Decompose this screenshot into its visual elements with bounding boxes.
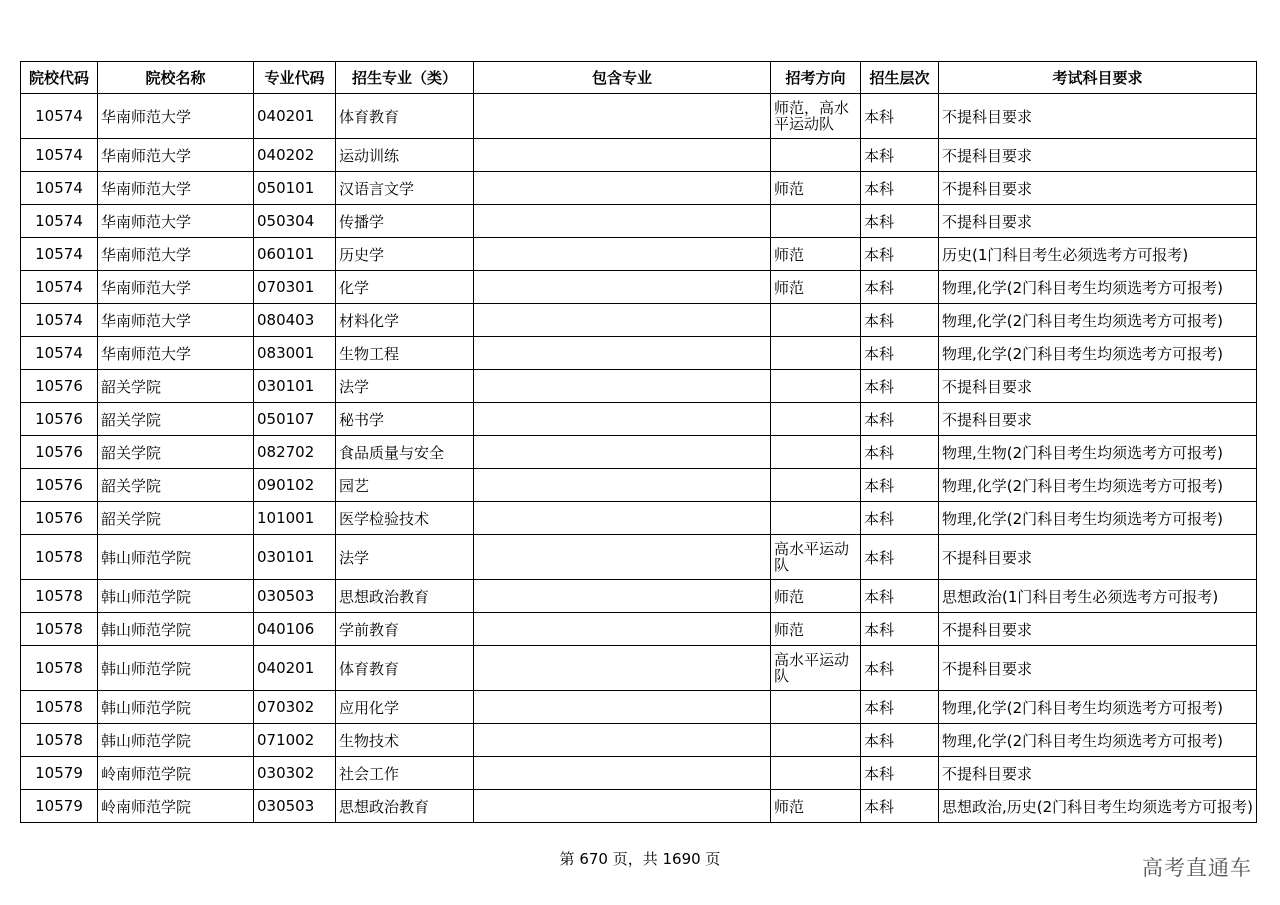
cell-school-name: 华南师范大学 xyxy=(98,205,254,238)
cell-school-name: 韩山师范学院 xyxy=(98,580,254,613)
cell-level: 本科 xyxy=(861,757,939,790)
cell-level: 本科 xyxy=(861,304,939,337)
cell-direction xyxy=(771,205,861,238)
cell-level: 本科 xyxy=(861,271,939,304)
cell-subject-requirement: 物理,化学(2门科目考生均须选考方可报考) xyxy=(939,691,1257,724)
cell-major-name: 法学 xyxy=(336,370,474,403)
cell-major-code: 040201 xyxy=(254,94,336,139)
cell-major-name: 应用化学 xyxy=(336,691,474,724)
cell-included-majors xyxy=(474,691,771,724)
cell-included-majors xyxy=(474,337,771,370)
cell-direction: 师范 xyxy=(771,172,861,205)
cell-major-code: 050107 xyxy=(254,403,336,436)
cell-direction xyxy=(771,139,861,172)
cell-school-name: 华南师范大学 xyxy=(98,271,254,304)
header-major-code: 专业代码 xyxy=(254,62,336,94)
cell-subject-requirement: 不提科目要求 xyxy=(939,403,1257,436)
cell-included-majors xyxy=(474,646,771,691)
cell-school-code: 10574 xyxy=(21,238,98,271)
cell-level: 本科 xyxy=(861,724,939,757)
cell-level: 本科 xyxy=(861,790,939,823)
cell-included-majors xyxy=(474,304,771,337)
cell-subject-requirement: 不提科目要求 xyxy=(939,205,1257,238)
page-footer: 第 670 页，共 1690 页 xyxy=(559,850,721,868)
cell-school-code: 10578 xyxy=(21,613,98,646)
cell-level: 本科 xyxy=(861,337,939,370)
cell-major-name: 化学 xyxy=(336,271,474,304)
cell-school-code: 10576 xyxy=(21,403,98,436)
cell-subject-requirement: 不提科目要求 xyxy=(939,172,1257,205)
cell-direction: 师范 xyxy=(771,580,861,613)
cell-subject-requirement: 物理,化学(2门科目考生均须选考方可报考) xyxy=(939,724,1257,757)
cell-school-name: 华南师范大学 xyxy=(98,238,254,271)
cell-direction xyxy=(771,403,861,436)
cell-major-code: 030101 xyxy=(254,370,336,403)
cell-major-code: 090102 xyxy=(254,469,336,502)
table-row xyxy=(21,724,1257,757)
cell-direction: 高水平运动队 xyxy=(771,646,861,691)
cell-direction: 高水平运动队 xyxy=(771,535,861,580)
cell-direction xyxy=(771,691,861,724)
table-row xyxy=(21,502,1257,535)
cell-included-majors xyxy=(474,370,771,403)
cell-included-majors xyxy=(474,790,771,823)
cell-included-majors xyxy=(474,436,771,469)
cell-major-code: 080403 xyxy=(254,304,336,337)
cell-included-majors xyxy=(474,502,771,535)
cell-included-majors xyxy=(474,139,771,172)
table-row xyxy=(21,337,1257,370)
cell-school-name: 岭南师范学院 xyxy=(98,790,254,823)
table-row xyxy=(21,403,1257,436)
cell-direction xyxy=(771,757,861,790)
cell-school-code: 10576 xyxy=(21,436,98,469)
cell-direction xyxy=(771,502,861,535)
cell-included-majors xyxy=(474,724,771,757)
cell-major-code: 083001 xyxy=(254,337,336,370)
table-row xyxy=(21,172,1257,205)
cell-school-name: 韶关学院 xyxy=(98,403,254,436)
cell-level: 本科 xyxy=(861,205,939,238)
cell-subject-requirement: 不提科目要求 xyxy=(939,535,1257,580)
cell-major-code: 030302 xyxy=(254,757,336,790)
cell-level: 本科 xyxy=(861,172,939,205)
cell-school-code: 10576 xyxy=(21,469,98,502)
cell-major-code: 030101 xyxy=(254,535,336,580)
cell-major-name: 社会工作 xyxy=(336,757,474,790)
cell-major-name: 思想政治教育 xyxy=(336,790,474,823)
cell-major-code: 070302 xyxy=(254,691,336,724)
header-row xyxy=(21,62,1257,94)
cell-major-code: 050304 xyxy=(254,205,336,238)
header-subject-requirement: 考试科目要求 xyxy=(939,62,1257,94)
cell-major-name: 生物工程 xyxy=(336,337,474,370)
cell-school-code: 10578 xyxy=(21,646,98,691)
cell-major-name: 秘书学 xyxy=(336,403,474,436)
table-row xyxy=(21,238,1257,271)
cell-school-code: 10579 xyxy=(21,790,98,823)
cell-major-name: 历史学 xyxy=(336,238,474,271)
cell-school-code: 10574 xyxy=(21,94,98,139)
table-row xyxy=(21,271,1257,304)
cell-level: 本科 xyxy=(861,613,939,646)
cell-level: 本科 xyxy=(861,94,939,139)
cell-school-name: 华南师范大学 xyxy=(98,304,254,337)
cell-subject-requirement: 不提科目要求 xyxy=(939,757,1257,790)
cell-included-majors xyxy=(474,172,771,205)
table-row xyxy=(21,646,1257,691)
cell-level: 本科 xyxy=(861,691,939,724)
cell-school-name: 韶关学院 xyxy=(98,436,254,469)
cell-major-name: 思想政治教育 xyxy=(336,580,474,613)
cell-level: 本科 xyxy=(861,502,939,535)
cell-direction xyxy=(771,724,861,757)
cell-direction xyxy=(771,304,861,337)
cell-school-code: 10574 xyxy=(21,304,98,337)
cell-included-majors xyxy=(474,271,771,304)
cell-major-name: 食品质量与安全 xyxy=(336,436,474,469)
cell-school-name: 华南师范大学 xyxy=(98,139,254,172)
cell-school-code: 10578 xyxy=(21,535,98,580)
cell-school-name: 华南师范大学 xyxy=(98,94,254,139)
table-row xyxy=(21,94,1257,139)
cell-subject-requirement: 物理,化学(2门科目考生均须选考方可报考) xyxy=(939,502,1257,535)
header-major-name: 招生专业（类） xyxy=(336,62,474,94)
cell-major-code: 040202 xyxy=(254,139,336,172)
cell-subject-requirement: 不提科目要求 xyxy=(939,613,1257,646)
header-level: 招生层次 xyxy=(861,62,939,94)
cell-school-name: 岭南师范学院 xyxy=(98,757,254,790)
cell-school-name: 华南师范大学 xyxy=(98,337,254,370)
cell-major-name: 运动训练 xyxy=(336,139,474,172)
table-body xyxy=(21,94,1257,823)
cell-subject-requirement: 物理,化学(2门科目考生均须选考方可报考) xyxy=(939,337,1257,370)
cell-level: 本科 xyxy=(861,646,939,691)
cell-school-name: 韶关学院 xyxy=(98,502,254,535)
cell-school-name: 韩山师范学院 xyxy=(98,691,254,724)
cell-major-code: 101001 xyxy=(254,502,336,535)
cell-subject-requirement: 物理,化学(2门科目考生均须选考方可报考) xyxy=(939,271,1257,304)
cell-subject-requirement: 历史(1门科目考生必须选考方可报考) xyxy=(939,238,1257,271)
watermark-logo: 高考直通车 xyxy=(1142,856,1252,880)
cell-included-majors xyxy=(474,205,771,238)
cell-school-code: 10574 xyxy=(21,337,98,370)
cell-subject-requirement: 不提科目要求 xyxy=(939,646,1257,691)
cell-school-code: 10578 xyxy=(21,724,98,757)
cell-subject-requirement: 思想政治(1门科目考生必须选考方可报考) xyxy=(939,580,1257,613)
table-row xyxy=(21,757,1257,790)
cell-school-name: 韶关学院 xyxy=(98,469,254,502)
cell-school-name: 韶关学院 xyxy=(98,370,254,403)
cell-school-code: 10578 xyxy=(21,580,98,613)
cell-school-code: 10574 xyxy=(21,271,98,304)
cell-included-majors xyxy=(474,613,771,646)
table-row xyxy=(21,613,1257,646)
cell-direction xyxy=(771,370,861,403)
cell-major-name: 汉语言文学 xyxy=(336,172,474,205)
cell-level: 本科 xyxy=(861,469,939,502)
cell-major-name: 学前教育 xyxy=(336,613,474,646)
cell-major-name: 体育教育 xyxy=(336,646,474,691)
cell-school-code: 10574 xyxy=(21,139,98,172)
cell-included-majors xyxy=(474,238,771,271)
header-direction: 招考方向 xyxy=(771,62,861,94)
cell-level: 本科 xyxy=(861,139,939,172)
cell-level: 本科 xyxy=(861,403,939,436)
cell-included-majors xyxy=(474,469,771,502)
table-row xyxy=(21,370,1257,403)
table-row xyxy=(21,790,1257,823)
cell-subject-requirement: 思想政治,历史(2门科目考生均须选考方可报考) xyxy=(939,790,1257,823)
table-row xyxy=(21,139,1257,172)
cell-major-code: 040201 xyxy=(254,646,336,691)
cell-major-code: 070301 xyxy=(254,271,336,304)
cell-major-name: 医学检验技术 xyxy=(336,502,474,535)
cell-level: 本科 xyxy=(861,238,939,271)
cell-major-name: 材料化学 xyxy=(336,304,474,337)
cell-level: 本科 xyxy=(861,436,939,469)
cell-direction xyxy=(771,337,861,370)
cell-included-majors xyxy=(474,757,771,790)
cell-direction: 师范，高水平运动队 xyxy=(771,94,861,139)
cell-subject-requirement: 不提科目要求 xyxy=(939,94,1257,139)
table-row xyxy=(21,691,1257,724)
cell-direction xyxy=(771,436,861,469)
cell-school-name: 韩山师范学院 xyxy=(98,613,254,646)
cell-direction: 师范 xyxy=(771,238,861,271)
header-school-code: 院校代码 xyxy=(21,62,98,94)
cell-major-code: 082702 xyxy=(254,436,336,469)
cell-school-name: 韩山师范学院 xyxy=(98,646,254,691)
cell-major-name: 体育教育 xyxy=(336,94,474,139)
cell-major-name: 法学 xyxy=(336,535,474,580)
table-row xyxy=(21,436,1257,469)
table-row xyxy=(21,304,1257,337)
cell-subject-requirement: 不提科目要求 xyxy=(939,370,1257,403)
admission-table xyxy=(20,61,1257,823)
cell-subject-requirement: 不提科目要求 xyxy=(939,139,1257,172)
cell-school-code: 10574 xyxy=(21,205,98,238)
cell-major-name: 传播学 xyxy=(336,205,474,238)
cell-school-code: 10578 xyxy=(21,691,98,724)
header-school-name: 院校名称 xyxy=(98,62,254,94)
cell-school-code: 10576 xyxy=(21,370,98,403)
cell-major-name: 园艺 xyxy=(336,469,474,502)
cell-direction: 师范 xyxy=(771,271,861,304)
table-row xyxy=(21,469,1257,502)
cell-level: 本科 xyxy=(861,535,939,580)
cell-subject-requirement: 物理,生物(2门科目考生均须选考方可报考) xyxy=(939,436,1257,469)
cell-major-code: 040106 xyxy=(254,613,336,646)
cell-level: 本科 xyxy=(861,370,939,403)
table-row xyxy=(21,580,1257,613)
cell-direction: 师范 xyxy=(771,613,861,646)
cell-major-code: 030503 xyxy=(254,790,336,823)
cell-level: 本科 xyxy=(861,580,939,613)
cell-school-name: 华南师范大学 xyxy=(98,172,254,205)
table-row xyxy=(21,205,1257,238)
cell-school-code: 10576 xyxy=(21,502,98,535)
cell-subject-requirement: 物理,化学(2门科目考生均须选考方可报考) xyxy=(939,469,1257,502)
cell-included-majors xyxy=(474,535,771,580)
cell-included-majors xyxy=(474,94,771,139)
cell-school-code: 10574 xyxy=(21,172,98,205)
cell-included-majors xyxy=(474,580,771,613)
cell-school-code: 10579 xyxy=(21,757,98,790)
cell-major-code: 060101 xyxy=(254,238,336,271)
cell-included-majors xyxy=(474,403,771,436)
cell-school-name: 韩山师范学院 xyxy=(98,724,254,757)
cell-major-code: 030503 xyxy=(254,580,336,613)
cell-direction xyxy=(771,469,861,502)
cell-major-code: 071002 xyxy=(254,724,336,757)
cell-subject-requirement: 物理,化学(2门科目考生均须选考方可报考) xyxy=(939,304,1257,337)
cell-school-name: 韩山师范学院 xyxy=(98,535,254,580)
cell-direction: 师范 xyxy=(771,790,861,823)
cell-major-code: 050101 xyxy=(254,172,336,205)
table-row xyxy=(21,535,1257,580)
cell-major-name: 生物技术 xyxy=(336,724,474,757)
header-included-majors: 包含专业 xyxy=(474,62,771,94)
